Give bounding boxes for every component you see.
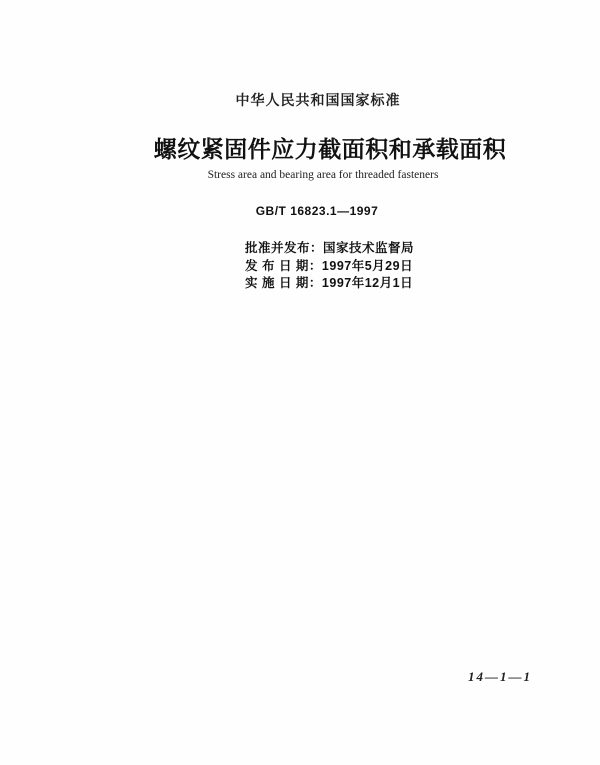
implement-date-line: 实 施 日 期：1997年12月1日 [245, 276, 414, 290]
document-subtitle-english: Stress area and bearing area for threaded fasteners [207, 169, 439, 181]
approval-info-block [245, 240, 414, 293]
approval-issuer-line: 批准并发布：国家技术监督局 [245, 241, 415, 255]
publish-date-line: 发 布 日 期：1997年5月29日 [245, 258, 414, 273]
standard-header: 中华人民共和国国家标准 [235, 92, 401, 108]
page-number: 14—1—1 [468, 669, 532, 684]
standard-number: GB/T 16823.1—1997 [255, 204, 379, 218]
document-title: 螺纹紧固件应力截面积和承载面积 [153, 136, 507, 162]
